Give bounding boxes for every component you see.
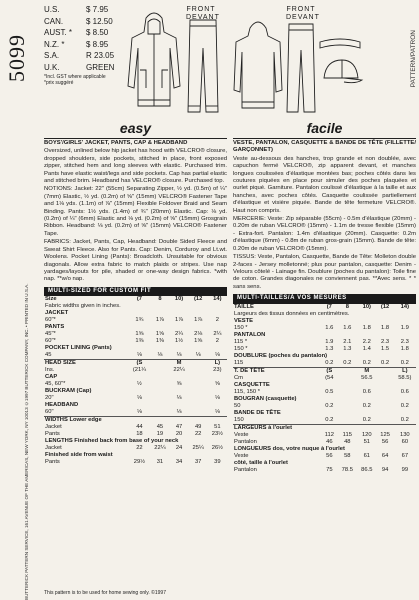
table-row — [233, 403, 416, 410]
table-cell: 0.2 — [362, 416, 371, 423]
table-cell: (7 — [326, 303, 332, 310]
table-cell: PANTALON — [234, 331, 266, 338]
spine — [0, 0, 38, 600]
table-cell: 22¼ — [154, 445, 166, 452]
table-cell — [189, 367, 208, 374]
table-cell: 130 — [399, 431, 410, 438]
table-cell: ⅝ — [214, 381, 220, 388]
table-row — [233, 332, 416, 339]
table-cell: côté, taille à l'ourlet — [234, 459, 288, 466]
english-size-bar: MULTI-SIZED FOR CUSTOM FIT — [44, 287, 227, 296]
table-cell — [150, 409, 169, 417]
table-cell: Veste — [234, 431, 249, 438]
table-row — [44, 338, 227, 345]
table-cell: 22¼ — [173, 367, 185, 374]
table-cell: Jacket — [45, 424, 62, 431]
table-cell: 2.1 — [343, 338, 352, 345]
table-cell: 56.5 — [361, 374, 373, 381]
table-cell: M — [357, 367, 376, 375]
table-cell: 49 — [194, 424, 202, 431]
table-cell: 115, 150 * — [234, 388, 261, 395]
table-row — [44, 367, 227, 374]
price-value: $ 12.50 — [86, 16, 113, 26]
table-cell: Jacket — [45, 445, 62, 452]
table-cell: 1¾ — [135, 317, 144, 324]
table-cell: 0.2 — [362, 402, 371, 409]
table-cell — [394, 424, 416, 432]
price-value: $ 8.50 — [86, 28, 109, 37]
table-cell: 14) — [400, 303, 410, 310]
table-cell: 0.2 — [325, 402, 334, 409]
table-row — [233, 339, 416, 346]
table-cell: (21¼ — [132, 367, 147, 374]
table-cell — [377, 367, 394, 375]
table-row — [44, 381, 227, 388]
price-value: $ 7.95 — [86, 5, 109, 14]
table-cell: 0.2 — [381, 359, 390, 366]
table-cell: 1.8 — [362, 324, 371, 331]
table-cell: DOUBLURE (poches du pantalon) — [234, 352, 328, 359]
table-cell: 8 — [158, 296, 162, 303]
table-cell: 112 — [324, 431, 334, 438]
table-cell — [377, 417, 394, 425]
table-cell: ⅛ — [176, 352, 182, 359]
table-cell: Veste — [234, 452, 249, 459]
table-cell: 0.6 — [362, 388, 371, 395]
table-cell: 1.5 — [381, 345, 390, 352]
table-cell: 18 — [136, 431, 143, 438]
front-label-1: FRONT DEVANT — [186, 6, 220, 21]
table-cell — [150, 417, 169, 425]
table-cell: 20 — [175, 431, 183, 438]
table-cell: 2.3 — [381, 338, 390, 345]
table-cell: 150 * — [234, 345, 248, 352]
table-cell — [150, 367, 169, 374]
table-cell: 67 — [401, 452, 409, 459]
table-cell: BANDE DE TÊTE — [234, 409, 281, 416]
table-row — [44, 438, 227, 445]
table-cell: CASQUETTE — [234, 381, 270, 388]
table-cell: 58 — [344, 452, 351, 459]
table-cell: BOUGRAN (casquette) — [234, 395, 297, 402]
table-cell: (12 — [380, 303, 390, 310]
table-row — [233, 360, 416, 368]
table-cell: 45 — [45, 352, 52, 359]
table-row — [233, 367, 416, 375]
table-cell: 61 — [363, 452, 371, 459]
pants-back-sketch — [284, 8, 318, 118]
table-cell — [189, 395, 208, 402]
table-cell: 99 — [401, 466, 409, 473]
table-cell: 1.3 — [325, 345, 334, 352]
table-cell: 75 — [326, 466, 333, 473]
table-cell: 1.3 — [343, 345, 352, 352]
table-cell: 50 — [234, 402, 241, 409]
table-row — [44, 310, 227, 317]
table-row — [233, 318, 416, 325]
french-size-bar: MULTI-TAILLES/À VOS MESURES — [233, 294, 416, 303]
table-row — [44, 345, 227, 352]
table-cell: 45 — [156, 424, 164, 431]
price-country: U.S. — [44, 5, 60, 14]
table-cell: 125 — [380, 431, 390, 438]
table-cell: 47 — [175, 424, 183, 431]
table-cell: 60"* — [45, 317, 56, 324]
table-cell: HEADBAND — [45, 402, 79, 409]
table-row — [44, 374, 227, 381]
table-row — [233, 353, 416, 360]
table-cell: ⅝ — [176, 381, 182, 388]
table-row — [44, 402, 227, 409]
header-row — [44, 120, 416, 139]
table-row — [44, 360, 227, 368]
table-cell: WIDTHS Lower edge — [44, 417, 128, 425]
table-cell: 60" — [45, 409, 54, 416]
table-cell: 51 — [363, 438, 371, 445]
price-value: $ 8.95 — [86, 39, 109, 49]
table-cell: 10) — [362, 303, 371, 310]
table-cell: (S — [128, 360, 150, 368]
table-cell: 10) — [174, 296, 184, 303]
table-cell: 115 — [342, 431, 352, 438]
table-cell: HEAD SIZE — [44, 360, 128, 368]
table-cell: 34 — [175, 459, 183, 466]
table-cell: 58.5) — [398, 374, 412, 381]
table-cell — [189, 381, 208, 388]
table-row — [233, 325, 416, 332]
table-row — [44, 424, 227, 431]
table-row — [233, 453, 416, 460]
table-cell: ⅛ — [176, 409, 182, 416]
easy-header: easy — [44, 120, 227, 139]
table-row — [233, 432, 416, 439]
pants-sketch — [184, 8, 222, 118]
table-cell — [377, 424, 394, 432]
table-cell — [189, 409, 208, 417]
table-row — [44, 296, 227, 303]
price-value: R 23.05 — [86, 51, 115, 60]
table-cell: Ins. — [45, 367, 55, 374]
table-cell: 1⅜ — [155, 338, 164, 345]
table-cell: 1.6 — [343, 324, 352, 331]
table-cell: ⅛ — [214, 409, 220, 416]
table-cell: Finished side from waist — [45, 452, 113, 459]
table-cell: 1.9 — [400, 324, 409, 331]
table-row — [233, 446, 416, 453]
table-row — [233, 346, 416, 353]
table-cell: 2 — [215, 338, 219, 345]
price-list — [44, 4, 128, 86]
table-cell — [338, 375, 357, 382]
table-cell: 46 — [326, 438, 333, 445]
table-cell — [189, 360, 208, 368]
table-cell: Pantalon — [234, 466, 257, 473]
table-cell — [377, 403, 394, 410]
table-cell: 1⅞ — [194, 317, 203, 324]
price-note: *Incl. GST where applicable *prix suggéré — [44, 74, 106, 86]
table-cell: Pantalon — [234, 438, 257, 445]
table-cell: 29½ — [133, 459, 146, 466]
table-row — [233, 382, 416, 389]
price-row — [44, 50, 128, 62]
table-cell: 23½ — [211, 431, 224, 438]
table-row — [233, 311, 416, 318]
table-cell: 39 — [214, 459, 221, 466]
table-row — [233, 439, 416, 446]
table-cell: 2¼ — [213, 331, 222, 338]
table-row — [233, 424, 416, 432]
table-cell: ⅛ — [195, 352, 201, 359]
table-cell: 48 — [344, 438, 351, 445]
table-cell: 150 — [234, 416, 244, 423]
price-row — [44, 4, 128, 16]
table-cell: POCKET LINING (Pants) — [45, 345, 112, 352]
table-cell: 1.6 — [325, 324, 334, 331]
table-cell: T. DE TÊTE — [233, 367, 321, 375]
table-cell: ⅛ — [137, 352, 142, 359]
table-cell: ⅛ — [157, 352, 163, 359]
table-row — [44, 331, 227, 338]
table-cell: 2¼ — [175, 331, 184, 338]
table-cell — [338, 417, 357, 425]
table-cell: 115 — [234, 359, 244, 366]
table-cell: 45, 60"* — [45, 381, 66, 388]
table-cell — [150, 360, 169, 368]
table-cell: 0.6 — [400, 388, 409, 395]
english-description: Oversized, unlined below hip jacket has hood with VELCRO® closure, dropped shoulders, side pockets, stitched in place, front exposed zipper, stitched hem and long sleeves with elastic. Purchased trim. Pants have elastic waist/legs and side pockets. Cap has partial elastic and stitched brim. Headband has VELCRO® closure. Purchased top. — [44, 148, 227, 185]
english-notions: NOTIONS: Jacket: 22" (55cm) Separating Zipper, ½ yd. (0.5m) of ¼" (7mm) Elastic, ½ yd. (0.2m) of ⅝" (15mm) VELCRO® Fastener Tape and 1⅛ yds. (1.1m) of ⅞" (15mm) Flexible Foldover Braid and Seam Binding. Pants: 1½ yds. (1.4m) of ¾" (20mm) Elastic. Cap: ⅛ yd. (0.2m) of ¼" (6mm) Elastic and ⅛ yd. (0.2m) of ⅝" (15mm) Grosgrain Ribbon. Headband: ⅛ yd. (0.2m) of ⅝" (15mm) VELCRO® Fastener Tape. — [44, 186, 227, 237]
table-cell: 25¼ — [192, 445, 204, 452]
table-cell: 2.2 — [362, 338, 371, 345]
table-cell: M — [170, 360, 189, 368]
table-cell: Pants — [45, 459, 60, 466]
table-cell: 1⅜ — [135, 338, 144, 345]
table-row — [233, 396, 416, 403]
table-cell: 1⅝ — [194, 338, 203, 345]
table-row — [44, 431, 227, 438]
table-cell: 1⅝ — [135, 331, 144, 338]
table-cell: BUCKRAM (Cap) — [45, 388, 92, 395]
table-row — [44, 317, 227, 324]
table-cell: 0.2 — [343, 359, 352, 366]
table-row — [233, 417, 416, 425]
table-cell — [357, 424, 376, 432]
table-cell — [338, 424, 357, 432]
table-row — [233, 375, 416, 382]
table-cell: 19 — [156, 431, 164, 438]
price-country: U.K. — [44, 62, 60, 72]
table-cell: 78.5 — [341, 466, 353, 473]
table-row — [44, 352, 227, 360]
english-fabrics: FABRICS: Jacket, Pants, Cap, Headband: Double Sided Fleece and Sweat Shirt Fleece. Also for Pants. Cap: Denim, Corduroy and Lt.wt. Woolens. Pocket Lining (Pants): Broadcloth. Unsuitable for obvious diagonals. Allow extra fabric to match plaids or stripes. Use nap yardages/layouts for pile, shaded or one-way design fabrics. *with nap. **w/o nap. — [44, 239, 227, 283]
table-cell: LENGTHS Finished back from base of your neck — [45, 438, 179, 445]
table-cell: 1.9 — [325, 338, 334, 345]
price-value: GREEN — [86, 62, 115, 72]
table-cell: 150 * — [234, 324, 248, 331]
table-cell: 1½ — [175, 338, 184, 345]
table-cell: ½ — [137, 381, 142, 388]
table-cell: 22 — [194, 431, 202, 438]
table-row — [44, 445, 227, 452]
table-cell: 0.2 — [400, 416, 409, 423]
table-cell: 31 — [156, 459, 164, 466]
table-cell — [377, 389, 394, 396]
table-row — [233, 410, 416, 417]
table-cell: 1.8 — [381, 324, 390, 331]
table-cell — [150, 395, 169, 402]
table-cell: 1⅝ — [155, 331, 164, 338]
table-cell: ⅛ — [137, 395, 142, 402]
table-cell — [189, 417, 208, 425]
table-cell: 45"* — [45, 331, 56, 338]
table-cell — [170, 417, 189, 425]
table-cell — [321, 424, 337, 432]
french-notions: MERCERIE: Veste: Zip séparable (55cm) - 0.5m d'élastique (20mm) - 0.20m de ruban VELCRO® (15mm) - 1.1m de tresse flexible (15mm) - Extra-fort. Pantalon: 1.4m d'élastique (20mm). Casquette: 0.2m d'élastique (6mm) - 0.8m de ruban gros-grain (15mm). Bande de tête: 0.20m de ruban VELCRO® (15mm). — [233, 216, 416, 252]
table-cell: 2 — [215, 317, 219, 324]
price-row — [44, 39, 128, 51]
table-cell: 56 — [326, 452, 333, 459]
pattern-number: 5099 — [4, 34, 29, 82]
table-row — [233, 304, 416, 311]
table-row — [44, 388, 227, 395]
price-row — [44, 16, 128, 28]
table-cell: 60 — [401, 438, 409, 445]
table-cell: Pants — [45, 431, 60, 438]
facile-header: facile — [233, 120, 416, 139]
table-cell — [338, 367, 357, 375]
table-row — [44, 459, 227, 466]
table-cell: LARGEURS à l'ourlet — [233, 424, 321, 432]
table-cell: 1⅞ — [155, 317, 164, 324]
table-row — [44, 324, 227, 331]
table-cell: 0.5 — [325, 388, 334, 395]
price-row — [44, 27, 128, 39]
table-cell: CAP — [45, 374, 58, 381]
english-yardage-table — [44, 296, 227, 466]
table-cell: ⅛ — [176, 395, 182, 402]
table-cell: 0.2 — [325, 359, 334, 366]
table-cell: Largeurs des tissus données en centimètres. — [234, 310, 350, 317]
price-country: AUST. * — [44, 28, 73, 37]
table-cell: (54 — [325, 374, 334, 381]
table-row — [233, 460, 416, 467]
table-cell: Cm — [234, 374, 244, 381]
table-cell: 0.2 — [400, 402, 409, 409]
table-cell: 0.2 — [400, 359, 409, 366]
table-cell: 56 — [381, 438, 389, 445]
table-cell: Fabric widths given in inches. — [45, 303, 121, 310]
french-yardage-table — [233, 304, 416, 474]
table-cell: 23) — [213, 367, 222, 374]
table-cell — [338, 403, 357, 410]
table-cell: 14) — [213, 296, 222, 303]
footer-note: This pattern is to be used for home sewing only. ©1997 — [44, 590, 166, 596]
table-cell — [208, 417, 227, 425]
table-cell: 0.2 — [325, 416, 334, 423]
price-country: S.A. — [44, 51, 60, 60]
table-cell: 94 — [381, 466, 389, 473]
table-cell — [128, 417, 150, 425]
table-cell: (7 — [136, 296, 142, 303]
table-cell: L) — [394, 367, 416, 375]
table-cell: 1.8 — [400, 345, 409, 352]
table-cell — [150, 381, 169, 388]
table-row — [233, 467, 416, 474]
french-fabrics: TISSUS: Veste, Pantalon, Casquette, Bande de Tête: Molleton double 2-faces - Jersey molletonné; plus pour pantalon, casquette: Denim - Velours côtelé - Lainage fin. Doublure (poches du pantalon): Toile fine de coton. Grandes diagonales ne conviennent pas. **Avec sens. * * sans sens. — [233, 254, 416, 290]
table-cell: 2⅛ — [194, 331, 203, 338]
french-description: Veste au-dessous des hanches, trop grande et non doublée, avec capuchon fermé VELCRO®, zip apparent devant, et manches longues coulissées d'élastique montées bas; poches côtés dans les coutures piquées en place pour simuler des poches plaquées et ourlet piqué. Garniture. Pantalon coulissé d'élastique à la taille et aux hanches, avec poches côtés. Casquette coulissée partiellement d'élastique et visière piquée. Bande de tête fermeture VELCRO®. Haut non compris. — [233, 155, 416, 214]
table-cell: (S — [321, 367, 337, 375]
table-cell: 120 — [361, 431, 372, 438]
table-cell: PANTS — [45, 324, 65, 331]
table-cell: 51 — [214, 424, 221, 431]
table-cell: LONGUEURS dos, votre nuque à l'ourlet — [234, 445, 345, 452]
english-column — [44, 140, 227, 466]
table-row — [44, 409, 227, 417]
jacket-sketch — [126, 8, 182, 118]
table-cell: 37 — [194, 459, 202, 466]
price-row — [44, 62, 128, 74]
table-cell: 1.4 — [362, 345, 371, 352]
english-title: BOYS'/GIRLS' JACKET, PANTS, CAP & HEADBAND — [44, 140, 188, 146]
table-cell: ⅛ — [137, 409, 142, 416]
table-cell: JACKET — [45, 310, 69, 317]
table-cell: 20" — [45, 395, 54, 402]
table-cell: TAILLE — [234, 303, 254, 310]
publisher-address: BUTTERICK PATTERN SERVICE, 161 AVENUE OF THE AMERICAS, NEW YORK, NY 10013 ©1997 BUTTERICK COMPANY, INC. • PRINTED IN U.S.A. — [24, 283, 29, 600]
front-label-2: FRONT DEVANT — [286, 6, 320, 21]
table-row — [44, 417, 227, 425]
table-row — [44, 303, 227, 310]
table-cell: (12 — [193, 296, 203, 303]
price-country: CAN. — [44, 16, 64, 26]
price-country: N.Z. * — [44, 39, 65, 49]
table-cell — [377, 375, 394, 382]
table-cell: Size — [45, 296, 57, 303]
table-cell: 24 — [175, 445, 183, 452]
table-row — [44, 395, 227, 402]
table-cell: 0.2 — [362, 359, 371, 366]
table-cell: 64 — [381, 452, 389, 459]
headband-sketch — [318, 34, 362, 54]
table-cell: 22 — [136, 445, 143, 452]
cap-sketch — [320, 56, 364, 86]
pattern-patron-label: PATTERN/PATRON — [410, 30, 417, 88]
table-cell: 1⅞ — [175, 317, 184, 324]
french-column — [233, 140, 416, 474]
french-title: VESTE, PANTALON, CASQUETTE & BANDE DE TÊTE (FILLETTE/ GARÇONNET) — [233, 140, 416, 154]
table-cell: ⅛ — [214, 395, 220, 402]
table-row — [233, 389, 416, 396]
table-cell: ⅛ — [214, 352, 220, 359]
table-cell: 86.5 — [361, 466, 373, 473]
table-cell: 60"* — [45, 338, 56, 345]
table-cell: 8 — [345, 303, 349, 310]
table-cell: VESTE — [234, 317, 254, 324]
table-cell: 44 — [136, 424, 143, 431]
table-cell: 115 * — [234, 338, 248, 345]
jacket-back-sketch — [232, 8, 284, 118]
table-cell: L) — [208, 360, 227, 368]
table-cell: 26½ — [211, 445, 224, 452]
table-cell — [338, 389, 357, 396]
table-cell: 2.3 — [400, 338, 409, 345]
